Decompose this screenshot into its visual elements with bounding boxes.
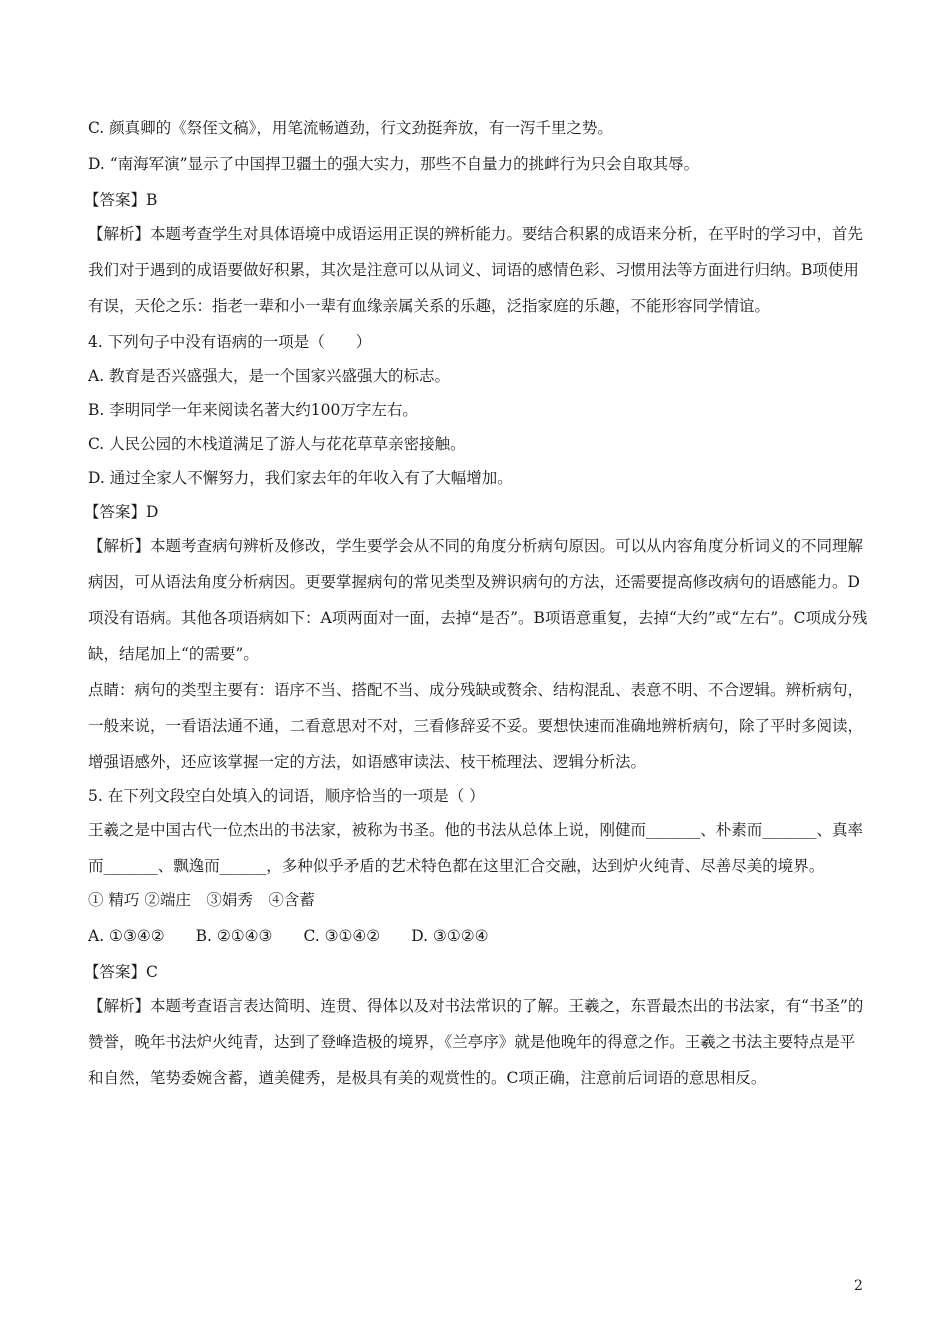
q5-choices: A. ①③④② B. ②①④③ C. ③①④② D. ③①②④ — [88, 927, 489, 945]
page-number: 2 — [854, 1278, 863, 1294]
q4-option-d: D. 通过全家人不懈努力，我们家去年的年收入有了大幅增加。 — [88, 469, 513, 487]
q5-word-options: ① 精巧 ②端庄 ③娟秀 ④含蓄 — [88, 891, 315, 909]
q3-option-c: C. 颜真卿的《祭侄文稿》，用笔流畅遒劲，行文劲挺奔放，有一泻千里之势。 — [88, 119, 613, 137]
q3-answer: 【答案】B — [84, 191, 158, 209]
q5-analysis: 【解析】本题考查语言表达简明、连贯、得体以及对书法常识的了解。王羲之，东晋最杰出的书法家，有“书圣”的赞誉，晚年书法炉火纯青，达到了登峰造极的境界，《兰亭序》就是他晚年的得意之作。王羲之书法主要特点是平和自然，笔势委婉含蓄，遒美健秀，是极具有美的观赏性的。C项正确，注意前后词语的意思相反。 — [88, 997, 864, 1087]
q4-option-c: C. 人民公园的木栈道满足了游人与花花草草亲密接触。 — [88, 435, 466, 453]
q4-answer: 【答案】D — [84, 503, 159, 521]
document-page — [84, 108, 868, 1096]
q5-answer: 【答案】C — [84, 963, 158, 981]
q4-question: 4. 下列句子中没有语病的一项是（ ） — [88, 333, 372, 351]
q5-question: 5. 在下列文段空白处填入的词语，顺序恰当的一项是（ ） — [88, 787, 485, 805]
q5-passage: 王羲之是中国古代一位杰出的书法家，被称为书圣。他的书法从总体上说，刚健而_______、朴素而_______、真率而_______、飘逸而______，多种似乎矛盾的艺术特色都在这里汇合交融，达到炉火纯青、尽善尽美的境界。 — [88, 821, 864, 875]
q3-option-d: D. “南海军演”显示了中国捍卫疆土的强大实力，那些不自量力的挑衅行为只会自取其辱。 — [88, 155, 700, 173]
q4-option-a: A. 教育是否兴盛强大，是一个国家兴盛强大的标志。 — [88, 367, 451, 385]
q4-analysis: 【解析】本题考查病句辨析及修改，学生要学会从不同的角度分析病句原因。可以从内容角度分析词义的不同理解病因，可从语法角度分析病因。更要掌握病句的常见类型及辨识病句的方法，还需要提高修改病句的语感能力。D项没有语病。其他各项语病如下：A项两面对一面，去掉“是否”。B项语意重复，去掉“大约”或“左右”。C项成分残缺，结尾加上“的需要”。 — [88, 537, 868, 663]
q4-tip: 点睛：病句的类型主要有：语序不当、搭配不当、成分残缺或赘余、结构混乱、表意不明、不合逻辑。辨析病句，一般来说，一看语法通不通，二看意思对不对，三看修辞妥不妥。要想快速而准确地辨析病句，除了平时多阅读，增强语感外，还应该掌握一定的方法，如语感审读法、枝干梳理法、逻辑分析法。 — [88, 681, 864, 771]
q4-option-b: B. 李明同学一年来阅读名著大约100万字左右。 — [88, 401, 418, 419]
q3-analysis: 【解析】本题考查学生对具体语境中成语运用正误的辨析能力。要结合积累的成语来分析，在平时的学习中，首先我们对于遇到的成语要做好积累，其次是注意可以从词义、词语的感情色彩、习惯用法等方面进行归纳。B项使用有误，天伦之乐：指老一辈和小一辈有血缘亲属关系的乐趣，泛指家庭的乐趣，不能形容同学情谊。 — [88, 225, 864, 315]
